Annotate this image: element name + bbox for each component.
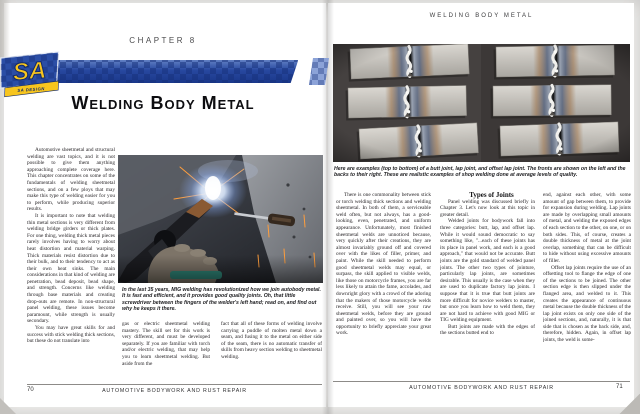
page-edge-bottom-left [0, 398, 20, 414]
left-footer-text: AUTOMOTIVE BODYWORK AND RUST REPAIR [102, 388, 247, 394]
left-page-number: 70 [27, 387, 34, 393]
left-footer-rule [27, 384, 322, 385]
paragraph: gas or electric sheetmetal welding mastery. The skill set for this work is very different, and must be developed separately. If you are familiar with torch and/or electric welding, that may help you to learn sheetmetal welding. But aside from the [122, 321, 210, 367]
paragraph: You may have great skills for and success with stick welding thick sections, but these do not translate into [27, 325, 115, 345]
right-column-2 [440, 192, 535, 378]
left-column-3 [221, 321, 322, 379]
photo-vignette [333, 44, 630, 162]
logo-subtext: SA DESIGN [17, 86, 45, 93]
photo-vignette [118, 255, 323, 283]
right-footer-text: AUTOMOTIVE BODYWORK AND RUST REPAIR [409, 385, 554, 391]
paragraph: Offset lap joints require the use of an offsetting tool to flange the edge of one of the sections to be joined. The other section edge is then slipped under the flanged area, and welded to it. This creates the appearance of continuous metal because the double thickness of the lap joint exists on only one side of the joined sections, and, naturally, it is that side that is chosen as the back side, and, therefore, hidden. Again, in offset lap joints, the weld is some- [543, 264, 631, 344]
paragraph: There is one commonality between stick or torch welding thick sections and welding sheetmetal. In both of them, a serviceable weld often, but not always, has a good-looking, even, penetrated, and uniform appearance. Unfortunately, most finished sheetmetal welds are unnoticed because, very quickly after their creations, they are almost invariably ground off and covered over with the likes of filler, primer, and paint. While the skill needed to perform good sheetmetal welds may equal, or surpass, the skill applied to visible welds, like those on motorcycle frames, you are far less likely to attain the fame, accolades, and downright glory with a crowd of the adoring that the makers of those motorcycle welds receive. Still, you will see your raw sheetmetal welds, before they are ground and painted over, so you will have the opportunity to briefly appreciate your great work. [336, 192, 431, 337]
welder-photo-caption: In the last 35 years, MIG welding has revolutionized how we join autobody metal. It is fast and efficient, and it provides good quality joints. Oh, that little screwdriver between the fingers of the welder's left hand; read on, and find out why he keeps it there. [122, 287, 321, 313]
paragraph: It is important to note that welding thin metal sections is very different from welding bridge girders or thick plates. For one thing, welding thick metal pieces rarely involves having to worry about heat distortion and material warping. Thick materials resist distortion due to their bulk, and to their tendency to act as their own heat sinks. The main considerations in that kind of welding are penetration, bead deposit, bead shape, and strength. Concerns like welding through base materials and creating drop-outs are remote. In non-structural panel welding, these issues become paramount, while strength is usually secondary. [27, 212, 115, 325]
right-column-3 [543, 192, 631, 378]
chapter-label: CHAPTER 8 [129, 36, 197, 45]
page-edge-bottom-right [614, 394, 640, 414]
paragraph: end, against each other, with some amount of gap between them, to provide for expansion during welding. Lap joints are made by overlapping small amounts of metal, and welding the exposed edges of each section to the other, on one, or on both sides. This, of course, creates a double thickness of metal at the joint overlap, something that can be difficult to hide without using excessive amounts of filler. [543, 192, 631, 264]
right-column-1 [336, 192, 431, 378]
section-heading: Types of Joints [469, 192, 514, 199]
paragraph: Panel welding was discussed briefly in Chapter 3. Let's now look at this topic in greater detail. [440, 198, 535, 218]
page-title: Welding Body Metal [71, 93, 255, 113]
sa-design-logo [0, 52, 61, 97]
samples-photo-caption: Here are examples (top to bottom) of a butt joint, lap joint, and offset lap joint. The fronts are shown on the left and the backs to their right. These are realistic examples of shop welding done at average levels of quality. [334, 166, 626, 179]
weld-samples-photo [333, 44, 630, 162]
right-page-number: 71 [616, 384, 623, 390]
paragraph: Butt joints are made with the edges of the sections butted end to [440, 323, 535, 337]
mig-welding-photo [118, 155, 323, 283]
paragraph: Welded joints for bodywork fall into three categories: butt, lap, and offset lap. While it would sound democratic to say something like, "...each of these joints has its place in panel work, and each is a good approach," that would not be accurate. Butt joints are the gold standard of welded panel joints. The other two types of jointure, particularly lap joints, are sometimes desirable. This usually is the case when they are used to duplicate factory lap joints. I suppose that it is true that butt joints are more difficult for novice welders to master, but once you learn how to weld them, they are not hard to achieve with good MIG or TIG welding equipment. [440, 218, 535, 324]
left-column-1 [27, 147, 115, 383]
chapter-banner [0, 50, 330, 98]
running-header: WELDING BODY METAL [429, 13, 534, 19]
right-footer-rule [333, 381, 630, 382]
paragraph: Automotive sheetmetal and structural welding are vast topics, and it is not possible to give them anything approaching complete coverage here. This chapter concentrates on some of the fundamentals of welding sheetmetal sections, and on a few ploys that may make this type of welding easier for you to perform, while producing superior results. [27, 147, 115, 213]
paragraph: fact that all of these forms of welding involve carrying a puddle of molten metal down a seam, and fusing it to the metal on either side of the seam, there is no automatic transfer of skills from heavy section welding to sheetmetal welding. [221, 321, 322, 360]
left-column-2 [122, 321, 210, 379]
arc-core [205, 176, 221, 200]
logo-text: SA [11, 56, 48, 87]
